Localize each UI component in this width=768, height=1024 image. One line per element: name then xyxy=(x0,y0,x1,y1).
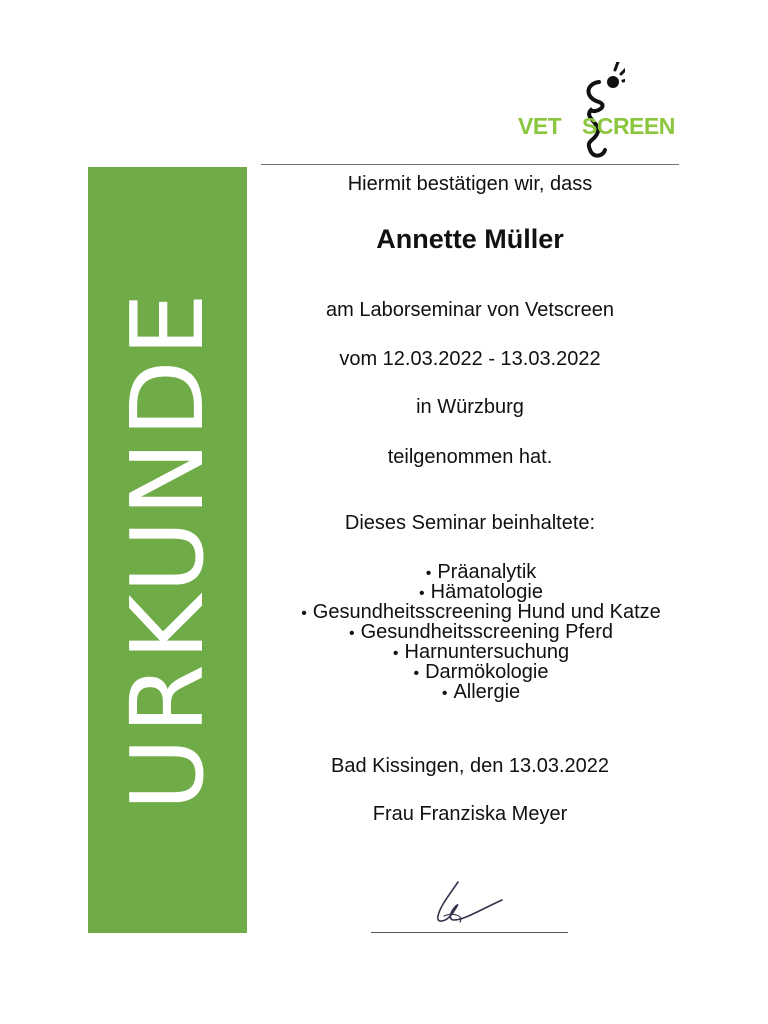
intro-text: Hiermit bestätigen wir, dass xyxy=(347,173,593,195)
signatory-name: Frau Franziska Meyer xyxy=(372,803,568,825)
sidebar-title: URKUNDE xyxy=(108,289,226,811)
list-item: • Allergie xyxy=(441,681,521,703)
vetscreen-logo xyxy=(515,62,680,162)
bullet-icon: • xyxy=(392,645,399,662)
bullet-icon: • xyxy=(301,605,307,622)
bullet-icon: • xyxy=(441,685,448,702)
logo-figure-icon xyxy=(555,62,625,162)
bullet-icon: • xyxy=(413,665,420,682)
location-line: in Würzburg xyxy=(416,396,524,418)
bullet-icon: • xyxy=(349,625,355,642)
handwritten-signature-icon xyxy=(420,876,520,932)
list-item: • Harnuntersuchung xyxy=(392,641,570,663)
list-item: • Gesundheitsscreening Pferd xyxy=(349,621,613,643)
logo-text-vet: VET xyxy=(518,113,562,139)
list-item: • Präanalytik xyxy=(425,561,537,583)
date-line: vom 12.03.2022 - 13.03.2022 xyxy=(339,348,601,370)
signature-line xyxy=(371,932,568,933)
topic-list xyxy=(262,563,700,703)
bullet-icon: • xyxy=(419,585,425,602)
participated-line: teilgenommen hat. xyxy=(387,446,553,468)
seminar-line: am Laborseminar von Vetscreen xyxy=(326,299,614,321)
list-item: • Gesundheitsscreening Hund und Katze xyxy=(301,601,661,623)
recipient-name: Annette Müller xyxy=(376,224,564,254)
bullet-icon: • xyxy=(425,565,432,582)
list-item: • Darmökologie xyxy=(413,661,549,683)
place-date-line: Bad Kissingen, den 13.03.2022 xyxy=(331,755,609,777)
header-divider xyxy=(261,164,679,165)
list-item: • Hämatologie xyxy=(419,581,543,603)
logo-text-screen: SCREEN xyxy=(582,113,675,139)
contents-heading: Dieses Seminar beinhaltete: xyxy=(344,512,596,534)
sidebar-banner xyxy=(88,167,247,933)
